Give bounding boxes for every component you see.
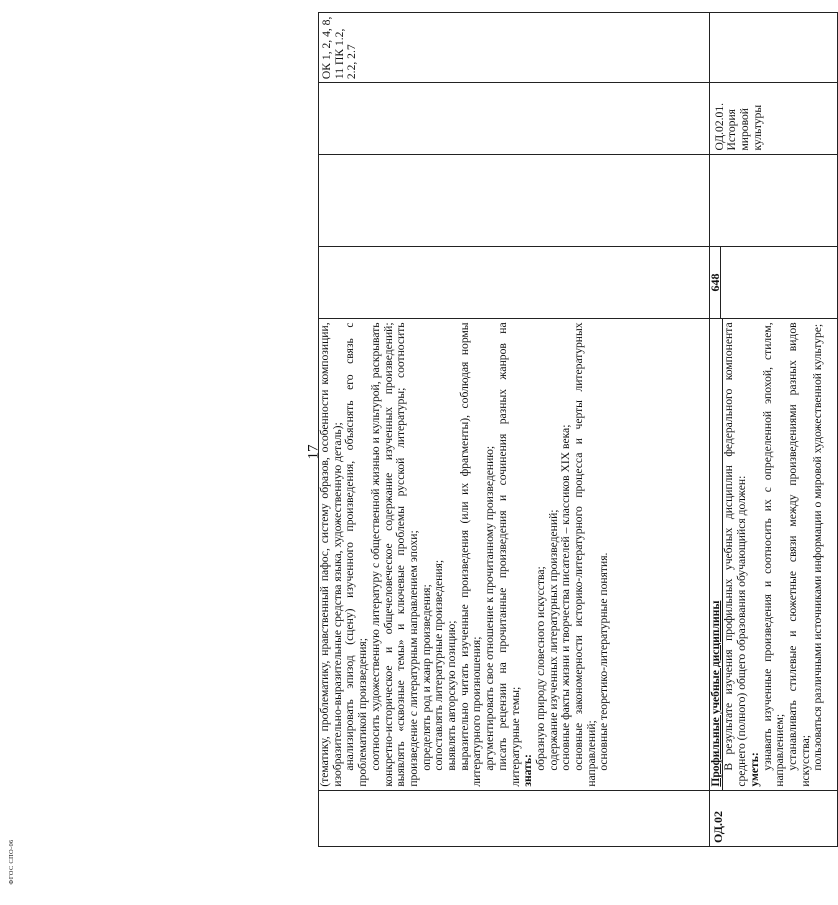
content-line: пользоваться различными источниками информации о мировой художественной культуре; (811, 323, 825, 771)
competencies-cell (709, 13, 837, 83)
content-line: соотносить художественную литературу с общественной жизнью и культурой, раскрывать конкретно-историческое и общечеловеческое содержание изученных произведений; выявлять «сквозные темы» и ключевые проблемы русской литературы; соотносить произведение с литературным направлением эпохи; (368, 322, 420, 787)
table-row (709, 13, 837, 847)
content-cell (319, 319, 710, 790)
rotated-table-container (318, 12, 838, 847)
blank-cell (709, 154, 837, 246)
content-line: основные теоретико-литературные понятия. (597, 552, 611, 771)
content-line: писать рецензии на прочитанные произведения и сочинения разных жанров на литературные темы; (495, 322, 522, 787)
content-line: определять род и жанр произведения; (419, 584, 433, 771)
hours-cell (319, 246, 710, 319)
code-cell (319, 790, 710, 846)
content-line: аргументировать свое отношение к прочитанному произведению; (483, 445, 497, 771)
code-cell: ОД.02 (709, 790, 837, 846)
content-line: выразительно читать изученные произведения (или их фрагменты), соблюдая нормы литературного произношения; (457, 322, 484, 787)
course-cell: ОД.02.01. История мировой культуры (709, 83, 837, 154)
content-line: устанавливать стилевые и сюжетные связи между произведениями разных видов искусства; (785, 322, 812, 787)
content-line: уметь: (747, 752, 761, 787)
table-row (319, 13, 710, 847)
content-cell (709, 319, 837, 790)
content-line: анализировать эпизод (сцену) изученного произведения, объяснять его связь с проблематикой произведения; (343, 322, 370, 787)
curriculum-table (318, 12, 838, 847)
content-line: выявлять авторскую позицию; (445, 620, 459, 771)
competencies-cell: ОК 1, 2, 4, 8, 11 ПК 1.2, 2.2, 2.7 (319, 13, 710, 83)
content-line: основные закономерности историко-литературного процесса и черты литературных направлений; (572, 322, 598, 787)
blank-cell (319, 154, 710, 246)
content-line: содержание изученных литературных произведений; (546, 509, 560, 771)
section-title: Профильные учебные дисциплины (710, 319, 724, 789)
page-number: 17 (305, 444, 322, 460)
content-line: знать: (521, 754, 535, 787)
content-line: сопоставлять литературные произведения; (432, 559, 446, 771)
course-cell (319, 83, 710, 154)
content-line: основные факты жизни и творчества писателей – классиков XIX века; (559, 424, 573, 771)
content-line: В результате изучения профильных учебных дисциплин федерального компонента среднего (полного) общего образования обучающийся должен: (722, 322, 749, 787)
content-line: узнавать изученные произведения и соотносить их с определенной эпохой, стилем, направлением; (760, 322, 787, 787)
hours-cell: 648 (709, 246, 837, 319)
content-line: (тематику, проблематику, нравственный пафос, систему образов, особенности композиции, изобразительно-выразительные средства языка, художественную деталь); (318, 322, 344, 787)
footer-stamp: ФГОС СПО-06 (7, 839, 15, 885)
content-line: образную природу словесного искусства; (533, 566, 547, 771)
